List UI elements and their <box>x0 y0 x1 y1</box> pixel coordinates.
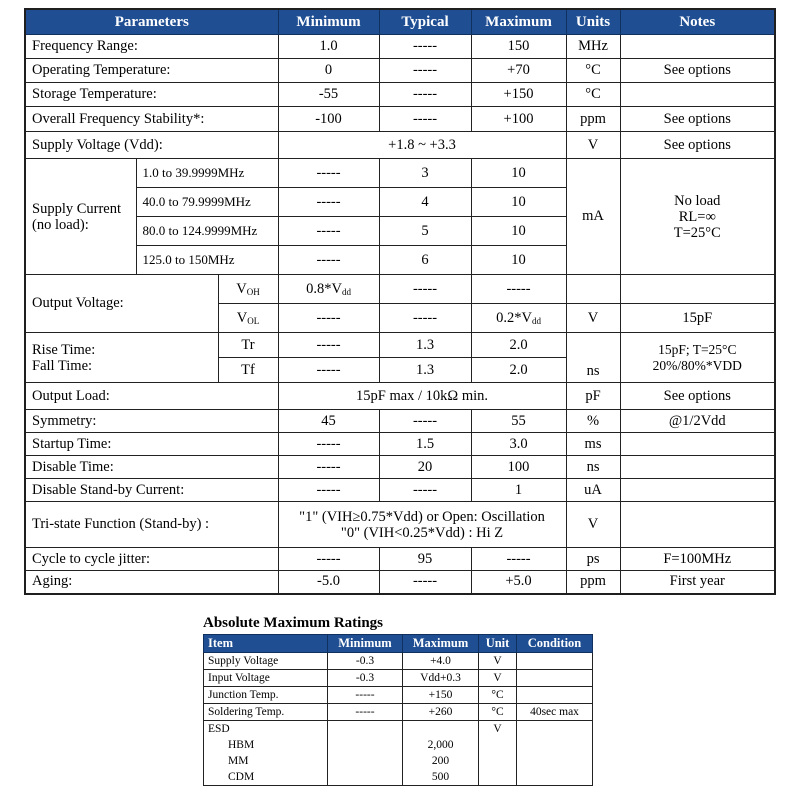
merged-value: 15pF max / 10kΩ min. <box>278 383 566 410</box>
amr-row-input-voltage <box>204 670 593 687</box>
param-label: Storage Temperature: <box>25 83 278 107</box>
amr-esd-items <box>204 721 328 786</box>
row-frequency-range <box>25 35 775 59</box>
symbol-subscript: OH <box>246 286 260 297</box>
amr-max: +260 <box>403 704 479 721</box>
tristate-description <box>278 502 566 548</box>
amr-min: -0.3 <box>328 653 403 670</box>
amr-condition <box>517 687 593 704</box>
typ-value: ----- <box>379 275 471 304</box>
unit-value: MHz <box>566 35 620 59</box>
supply-current-notes <box>620 159 775 275</box>
note-value <box>620 35 775 59</box>
min-value: ----- <box>278 433 379 456</box>
max-value: +70 <box>471 59 566 83</box>
unit-value: pF <box>566 383 620 410</box>
typ-value: 3 <box>379 159 471 188</box>
param-label: Symmetry: <box>25 410 278 433</box>
note-value: See options <box>620 107 775 132</box>
unit-value: mA <box>566 159 620 275</box>
max-value: +5.0 <box>471 571 566 594</box>
header-typical: Typical <box>379 9 471 35</box>
symbol-text: V <box>236 309 248 326</box>
row-supply-current-1 <box>25 159 775 188</box>
unit-value: V <box>566 502 620 548</box>
row-rise-time <box>25 333 775 358</box>
max-value: +150 <box>471 83 566 107</box>
supply-current-label-line1: Supply Current <box>32 200 122 217</box>
symbol-text: V <box>236 280 247 297</box>
note-value: F=100MHz <box>620 548 775 571</box>
max-value <box>471 304 566 333</box>
note-value: See options <box>620 132 775 159</box>
unit-value: °C <box>566 59 620 83</box>
note-line: 20%/80%*VDD <box>652 357 742 373</box>
unit-value: % <box>566 410 620 433</box>
unit-value: °C <box>566 83 620 107</box>
min-value: -55 <box>278 83 379 107</box>
typ-value: 4 <box>379 188 471 217</box>
min-value: ----- <box>278 548 379 571</box>
amr-row-esd <box>204 721 593 786</box>
typ-value: ----- <box>379 107 471 132</box>
esd-cdm-label: CDM <box>228 771 255 783</box>
esd-unit: V <box>493 723 502 735</box>
unit-value: ppm <box>566 571 620 594</box>
header-maximum: Maximum <box>471 9 566 35</box>
param-label: Startup Time: <box>25 433 278 456</box>
max-value: 1 <box>471 479 566 502</box>
fall-symbol: Tf <box>218 358 278 383</box>
unit-value: V <box>566 132 620 159</box>
typ-value: ----- <box>379 35 471 59</box>
param-label: Supply Voltage (Vdd): <box>25 132 278 159</box>
note-line: T=25°C <box>673 224 721 241</box>
amr-min: ----- <box>328 687 403 704</box>
typ-value: 6 <box>379 246 471 275</box>
typ-value: ----- <box>379 83 471 107</box>
typ-value: 5 <box>379 217 471 246</box>
row-startup-time <box>25 433 775 456</box>
row-symmetry <box>25 410 775 433</box>
typ-value: 1.3 <box>379 333 471 358</box>
supply-current-label-line2: (no load): <box>32 216 89 233</box>
row-frequency-stability <box>25 107 775 132</box>
amr-min: -0.3 <box>328 670 403 687</box>
amr-header-maximum: Maximum <box>403 635 479 653</box>
min-value: ----- <box>278 159 379 188</box>
amr-condition <box>517 721 593 786</box>
typ-value: ----- <box>379 59 471 83</box>
note-value <box>620 275 775 304</box>
amr-condition <box>517 670 593 687</box>
amr-row-soldering-temp <box>204 704 593 721</box>
typ-value: 1.5 <box>379 433 471 456</box>
row-cycle-jitter <box>25 548 775 571</box>
max-value: 10 <box>471 159 566 188</box>
amr-condition <box>517 653 593 670</box>
amr-header-condition: Condition <box>517 635 593 653</box>
supply-current-label <box>25 159 136 275</box>
unit-value: V <box>566 304 620 333</box>
typ-value: ----- <box>379 479 471 502</box>
typ-value: ----- <box>379 304 471 333</box>
frequency-range-cell: 80.0 to 124.9999MHz <box>136 217 278 246</box>
param-label: Overall Frequency Stability*: <box>25 107 278 132</box>
amr-item: Input Voltage <box>204 670 328 687</box>
amr-max: Vdd+0.3 <box>403 670 479 687</box>
max-value: 10 <box>471 188 566 217</box>
amr-min <box>328 721 403 786</box>
param-label: Operating Temperature: <box>25 59 278 83</box>
note-value: @1/2Vdd <box>620 410 775 433</box>
row-output-voltage-high <box>25 275 775 304</box>
frequency-range-cell: 1.0 to 39.9999MHz <box>136 159 278 188</box>
max-value: 3.0 <box>471 433 566 456</box>
row-standby-current <box>25 479 775 502</box>
min-value: 0 <box>278 59 379 83</box>
rise-fall-label <box>25 333 218 383</box>
vol-symbol <box>218 304 278 333</box>
row-tristate-function <box>25 502 775 548</box>
absolute-max-ratings-title: Absolute Maximum Ratings <box>203 615 384 631</box>
amr-item: Junction Temp. <box>204 687 328 704</box>
amr-header-unit: Unit <box>479 635 517 653</box>
amr-unit: °C <box>479 687 517 704</box>
max-value: 2.0 <box>471 358 566 383</box>
unit-value: ns <box>566 456 620 479</box>
unit-value: ppm <box>566 107 620 132</box>
max-value: 10 <box>471 217 566 246</box>
min-value: ----- <box>278 333 379 358</box>
row-aging <box>25 571 775 594</box>
header-minimum: Minimum <box>278 9 379 35</box>
esd-hbm-max: 2,000 <box>427 739 454 751</box>
esd-mm-label: MM <box>228 755 249 767</box>
amr-header-minimum: Minimum <box>328 635 403 653</box>
amr-condition: 40sec max <box>517 704 593 721</box>
header-parameters: Parameters <box>25 9 278 35</box>
min-value: ----- <box>278 188 379 217</box>
absolute-max-ratings-table <box>203 634 593 786</box>
min-value: -100 <box>278 107 379 132</box>
amr-esd-max-values <box>403 721 479 786</box>
amr-item: Soldering Temp. <box>204 704 328 721</box>
esd-hbm-label: HBM <box>228 739 255 751</box>
min-value: ----- <box>278 456 379 479</box>
min-value: 45 <box>278 410 379 433</box>
min-value: ----- <box>278 358 379 383</box>
max-value: 2.0 <box>471 333 566 358</box>
min-value: ----- <box>278 217 379 246</box>
max-value: ----- <box>471 275 566 304</box>
note-line: 15pF; T=25°C <box>658 341 737 357</box>
note-value <box>620 479 775 502</box>
min-value: 1.0 <box>278 35 379 59</box>
param-label: Output Load: <box>25 383 278 410</box>
frequency-range-cell: 125.0 to 150MHz <box>136 246 278 275</box>
header-units: Units <box>566 9 620 35</box>
param-label: Disable Stand-by Current: <box>25 479 278 502</box>
amr-item: Supply Voltage <box>204 653 328 670</box>
esd-cdm-max: 500 <box>431 771 450 783</box>
max-value: 150 <box>471 35 566 59</box>
unit-value: ns <box>566 333 620 383</box>
note-value: 15pF <box>620 304 775 333</box>
param-label: Cycle to cycle jitter: <box>25 548 278 571</box>
voh-symbol <box>218 275 278 304</box>
amr-unit: °C <box>479 704 517 721</box>
typ-value: ----- <box>379 571 471 594</box>
row-disable-time <box>25 456 775 479</box>
row-output-load <box>25 383 775 410</box>
unit-value: uA <box>566 479 620 502</box>
unit-value: ms <box>566 433 620 456</box>
rise-time-label: Rise Time: <box>32 341 96 358</box>
max-value: 55 <box>471 410 566 433</box>
typ-value: 95 <box>379 548 471 571</box>
amr-max: +150 <box>403 687 479 704</box>
value-subscript: dd <box>531 315 541 326</box>
param-label: Output Voltage: <box>25 275 218 333</box>
fall-time-label: Fall Time: <box>32 357 93 374</box>
min-value: ----- <box>278 304 379 333</box>
header-notes: Notes <box>620 9 775 35</box>
row-supply-voltage <box>25 132 775 159</box>
typ-value: 20 <box>379 456 471 479</box>
note-line: RL=∞ <box>678 208 716 225</box>
max-value: +100 <box>471 107 566 132</box>
param-label: Disable Time: <box>25 456 278 479</box>
note-value: First year <box>620 571 775 594</box>
note-value: See options <box>620 59 775 83</box>
typ-value: 1.3 <box>379 358 471 383</box>
min-value <box>278 275 379 304</box>
value-text: 0.8*V <box>306 280 342 297</box>
amr-row-junction-temp <box>204 687 593 704</box>
value-subscript: dd <box>341 286 351 297</box>
note-value: See options <box>620 383 775 410</box>
note-value <box>620 456 775 479</box>
esd-spacer <box>403 721 478 737</box>
note-line: No load <box>674 192 721 209</box>
row-operating-temperature <box>25 59 775 83</box>
param-label: Frequency Range: <box>25 35 278 59</box>
typ-value: ----- <box>379 410 471 433</box>
amr-unit <box>479 721 517 786</box>
value-text: 0.2*V <box>496 309 532 326</box>
amr-unit: V <box>479 653 517 670</box>
row-storage-temperature <box>25 83 775 107</box>
symbol-subscript: OL <box>247 315 260 326</box>
min-value: -5.0 <box>278 571 379 594</box>
frequency-range-cell: 40.0 to 79.9999MHz <box>136 188 278 217</box>
note-value <box>620 502 775 548</box>
merged-value: +1.8 ~ +3.3 <box>278 132 566 159</box>
rise-symbol: Tr <box>218 333 278 358</box>
param-label: Aging: <box>25 571 278 594</box>
note-value <box>620 83 775 107</box>
esd-mm-max: 200 <box>431 755 450 767</box>
unit-value <box>566 275 620 304</box>
param-label: Tri-state Function (Stand-by) : <box>25 502 278 548</box>
tristate-line-1: "1" (VIH≥0.75*Vdd) or Open: Oscillation <box>299 508 545 525</box>
esd-label: ESD <box>208 723 230 735</box>
max-value: 10 <box>471 246 566 275</box>
tristate-line-2: "0" (VIH<0.25*Vdd) : Hi Z <box>340 524 504 541</box>
specifications-table <box>24 8 776 595</box>
min-value: ----- <box>278 479 379 502</box>
min-value: ----- <box>278 246 379 275</box>
amr-header-item: Item <box>204 635 328 653</box>
header-row <box>25 9 775 35</box>
max-value: ----- <box>471 548 566 571</box>
amr-min: ----- <box>328 704 403 721</box>
amr-unit: V <box>479 670 517 687</box>
max-value: 100 <box>471 456 566 479</box>
rise-fall-notes <box>620 333 775 383</box>
unit-value: ps <box>566 548 620 571</box>
note-value <box>620 433 775 456</box>
amr-max: +4.0 <box>403 653 479 670</box>
amr-row-supply-voltage <box>204 653 593 670</box>
amr-header-row <box>204 635 593 653</box>
